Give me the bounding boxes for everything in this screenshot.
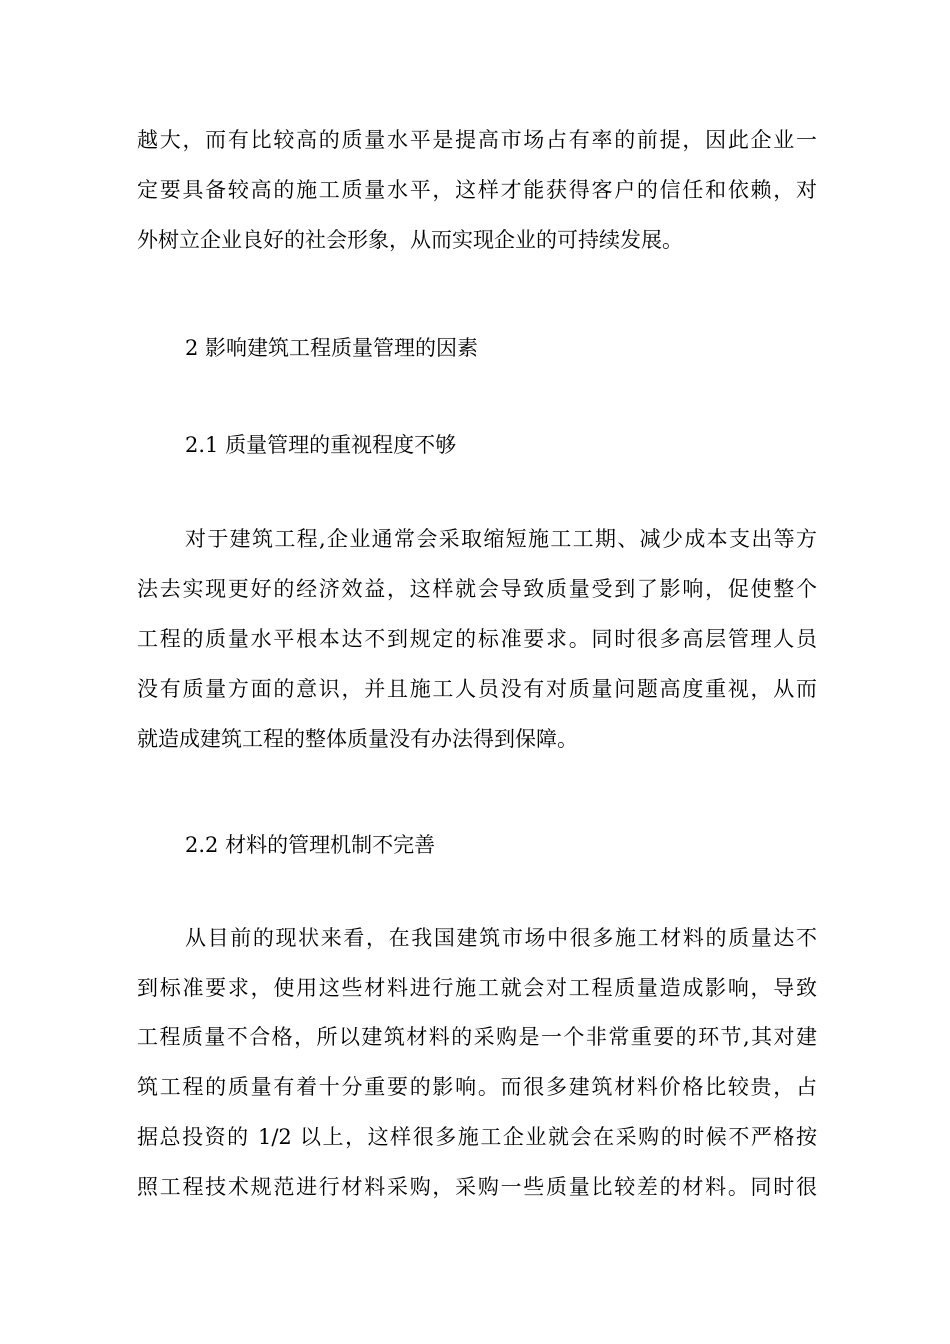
paragraph-2-line-4: 没有质量方面的意识，并且施工人员没有对质量问题高度重视，从而 [137,677,817,701]
paragraph-3-line-6: 照工程技术规范进行材料采购，采购一些质量比较差的材料。同时很 [137,1175,817,1199]
paragraph-2-line-1: 对于建筑工程,企业通常会采取缩短施工工期、减少成本支出等方 [185,527,817,551]
paragraph-1-line-1: 越大，而有比较高的质量水平是提高市场占有率的前提，因此企业一 [137,128,817,152]
paragraph-3-line-1: 从目前的现状来看，在我国建筑市场中很多施工材料的质量达不 [185,926,817,950]
paragraph-1-line-3: 外树立企业良好的社会形象，从而实现企业的可持续发展。 [137,228,683,252]
paragraph-3-line-2: 到标准要求，使用这些材料进行施工就会对工程质量造成影响，导致 [137,976,817,1000]
paragraph-3-line-5: 据总投资的 1/2 以上，这样很多施工企业就会在采购的时候不严格按 [137,1125,817,1149]
paragraph-3-line-4: 筑工程的质量有着十分重要的影响。而很多建筑材料价格比较贵，占 [137,1075,817,1099]
section-heading-2-1: 2.1 质量管理的重视程度不够 [185,433,457,457]
paragraph-2-line-2: 法去实现更好的经济效益，这样就会导致质量受到了影响，促使整个 [137,577,817,601]
paragraph-2-line-3: 工程的质量水平根本达不到规定的标准要求。同时很多高层管理人员 [137,627,817,651]
paragraph-1-line-2: 定要具备较高的施工质量水平，这样才能获得客户的信任和依赖，对 [137,178,817,202]
section-heading-2-2: 2.2 材料的管理机制不完善 [185,833,436,857]
section-heading-2: 2 影响建筑工程质量管理的因素 [185,336,479,360]
paragraph-2-line-5: 就造成建筑工程的整体质量没有办法得到保障。 [137,727,578,751]
paragraph-3-line-3: 工程质量不合格，所以建筑材料的采购是一个非常重要的环节,其对建 [137,1025,817,1049]
